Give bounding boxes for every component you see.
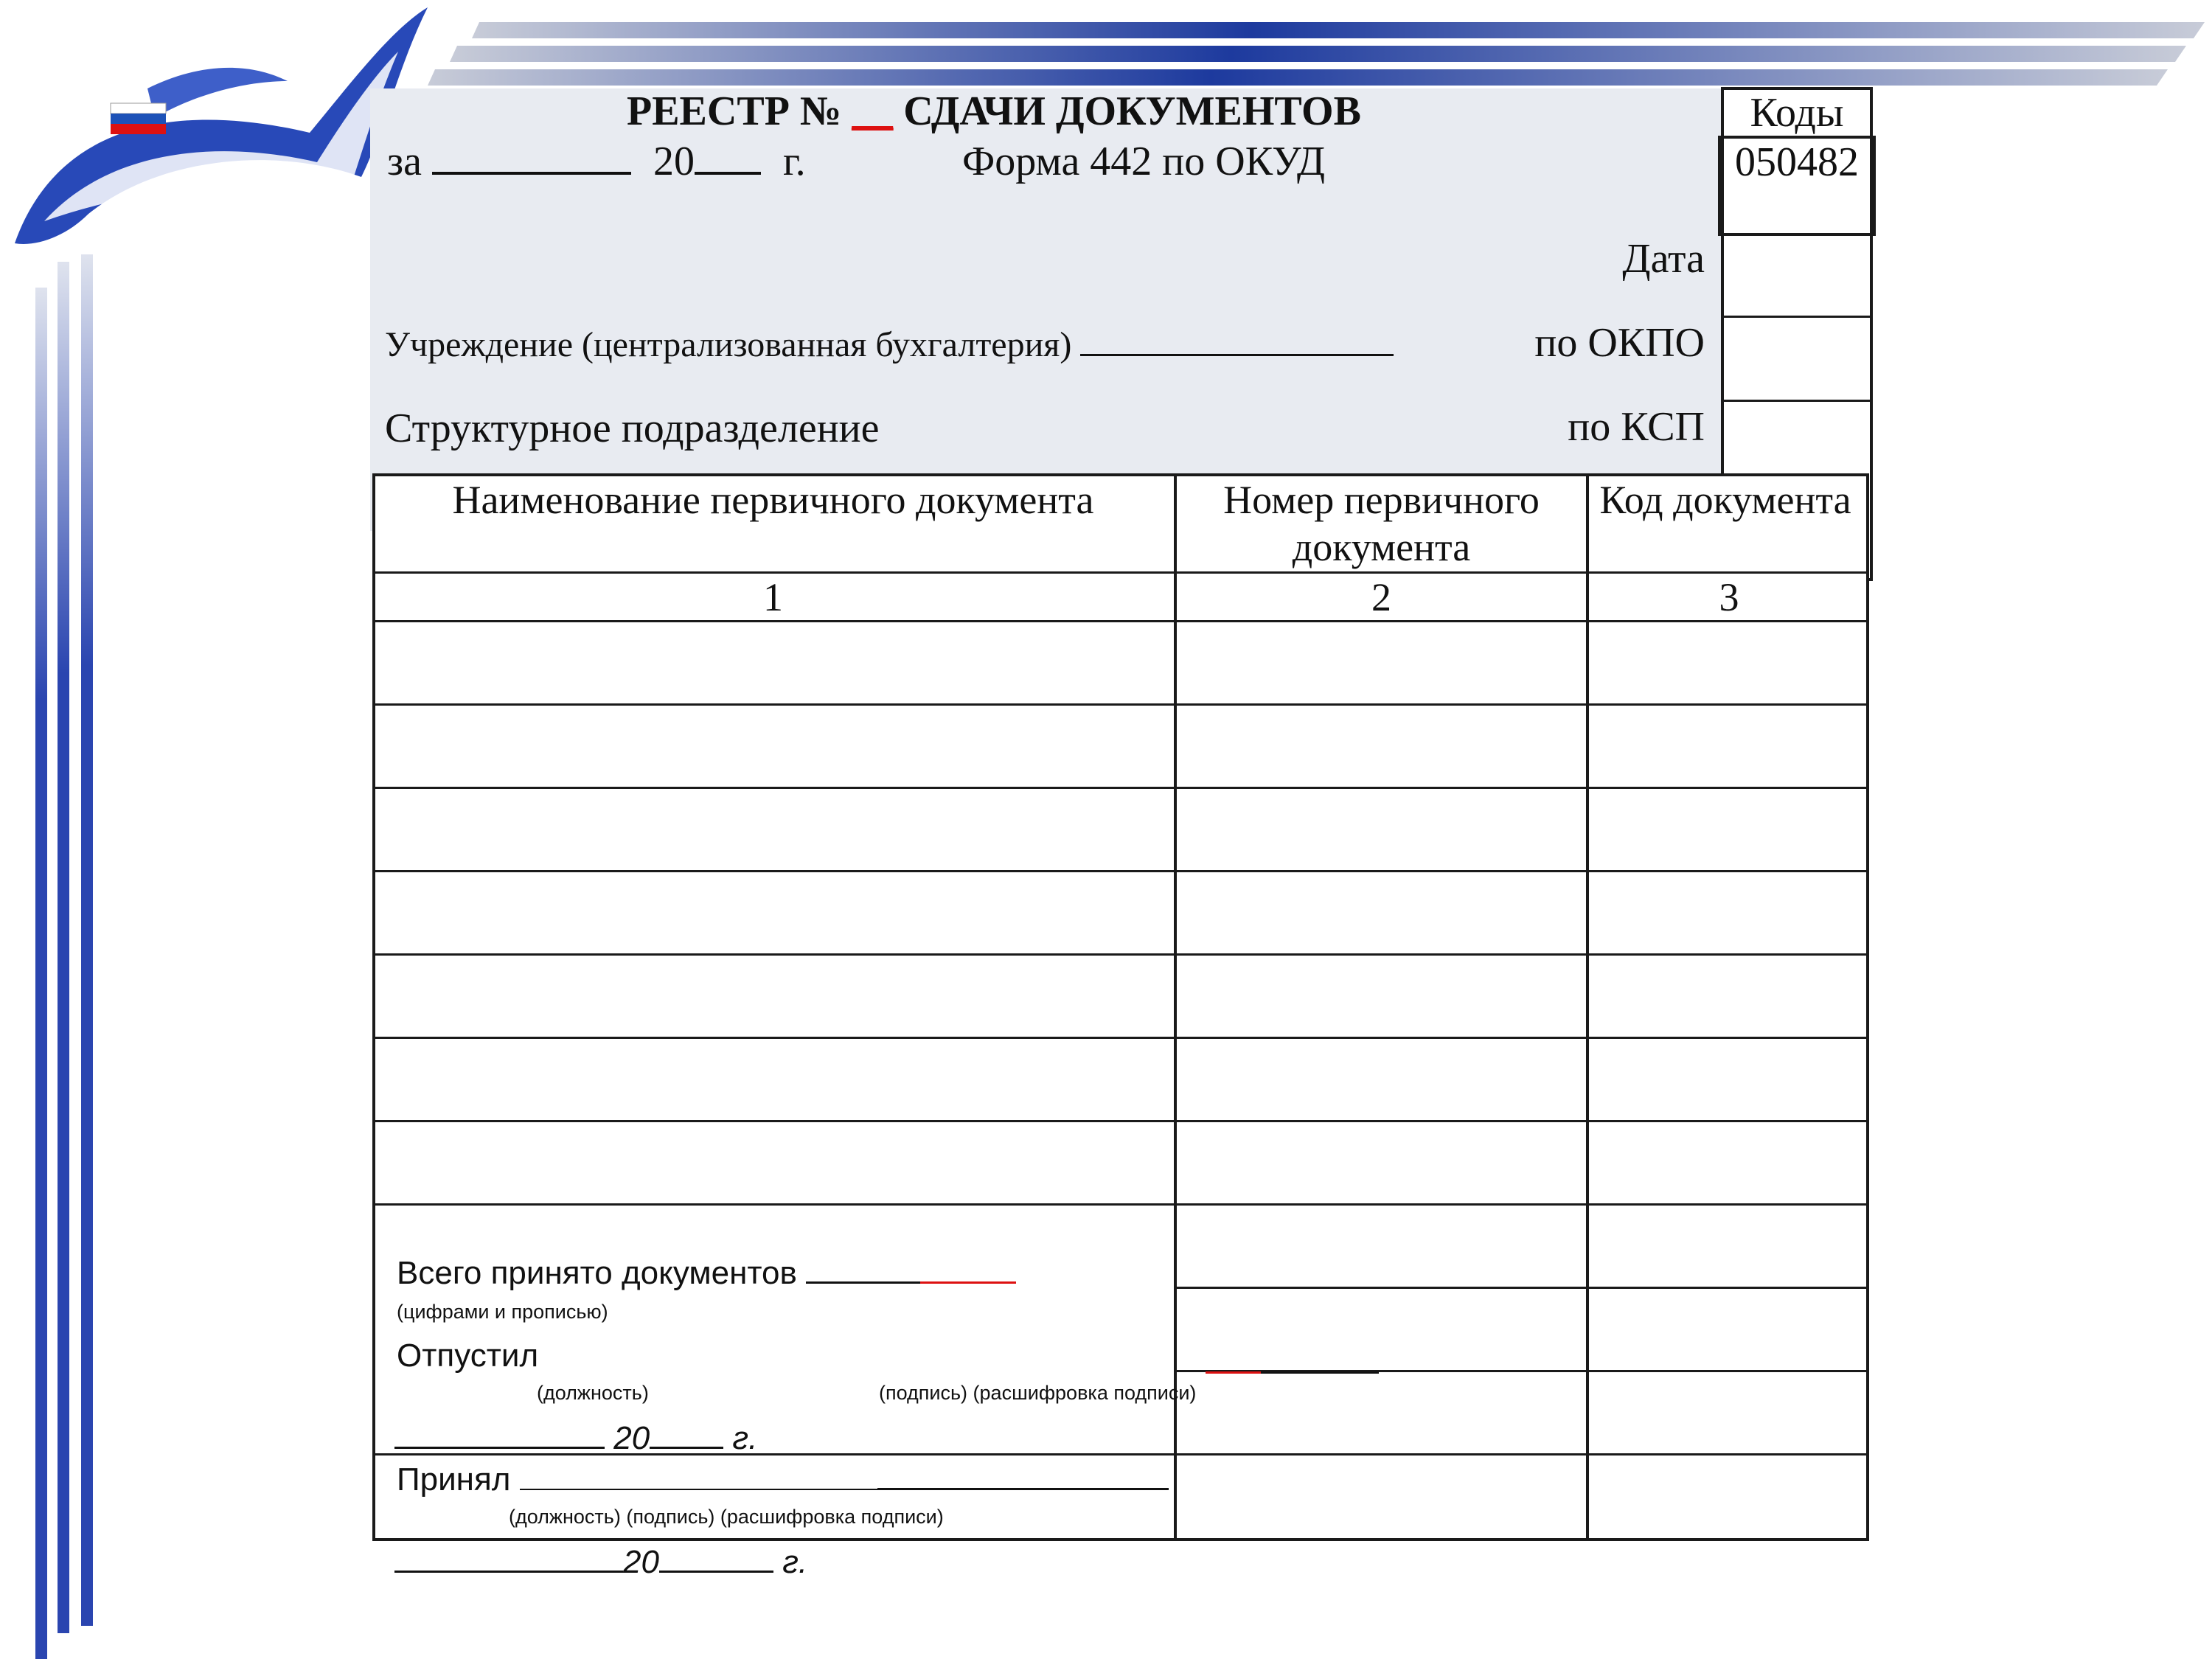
institution-blank	[1080, 354, 1394, 356]
total-blank	[806, 1281, 920, 1284]
released-hint-position: (должность)	[537, 1382, 649, 1404]
column-header-code: Код документа	[1599, 478, 1851, 522]
accepted-blank	[520, 1489, 877, 1490]
okpo-label: по ОКПО	[1534, 320, 1705, 366]
column-number-1: 1	[763, 575, 783, 619]
ksp-label: по КСП	[1568, 404, 1705, 450]
top-bars	[428, 22, 2205, 86]
codes-divider	[1721, 400, 1873, 402]
total-line: Всего принято документов	[397, 1253, 1016, 1293]
accepted-hint: (должность) (подпись) (расшифровка подписи)	[509, 1506, 944, 1528]
row-divider	[372, 787, 1869, 789]
page-title: РЕЕСТР № __ СДАЧИ ДОКУМЕНТОВ	[627, 88, 1361, 134]
accepted-date-line: 20 г.	[394, 1543, 807, 1582]
period-line: за 20 г.	[387, 139, 806, 184]
released-label: Отпустил	[397, 1338, 539, 1374]
codes-header: Коды	[1750, 90, 1844, 136]
subdivision-label: Структурное подразделение	[385, 406, 880, 451]
column-number-2: 2	[1371, 575, 1391, 619]
okud-box-border	[1718, 136, 1876, 236]
form-label: Форма 442 по ОКУД	[962, 139, 1326, 184]
released-hint-signature: (подпись) (расшифровка подписи)	[879, 1382, 1197, 1404]
left-bars	[35, 254, 93, 1659]
codes-divider	[1721, 316, 1873, 318]
column-number-3: 3	[1719, 575, 1739, 619]
column-header-name: Наименование первичного документа	[452, 478, 1094, 522]
row-divider	[1174, 1287, 1869, 1289]
col-divider	[1586, 473, 1589, 1541]
row-divider	[372, 1120, 1869, 1122]
row-divider	[372, 1203, 1869, 1206]
period-blank	[432, 172, 631, 175]
institution-line: Учреждение (централизованная бухгалтерия)	[385, 323, 1394, 367]
date-label: Дата	[1622, 236, 1705, 282]
okud-code: 050482	[1735, 139, 1859, 185]
title-number-blank: __	[852, 88, 894, 134]
column-header-number: Номер первичного документа	[1223, 478, 1540, 569]
released-date-line: 20 г.	[394, 1419, 757, 1458]
accepted-line: Принял	[397, 1460, 1169, 1500]
year-blank	[695, 172, 761, 175]
row-divider	[372, 1037, 1869, 1039]
row-divider	[372, 703, 1869, 706]
row-divider	[372, 870, 1869, 872]
logo-swoosh	[15, 7, 428, 244]
total-hint: (цифрами и прописью)	[397, 1301, 608, 1323]
total-blank-red	[920, 1281, 1016, 1284]
row-divider	[372, 953, 1869, 956]
